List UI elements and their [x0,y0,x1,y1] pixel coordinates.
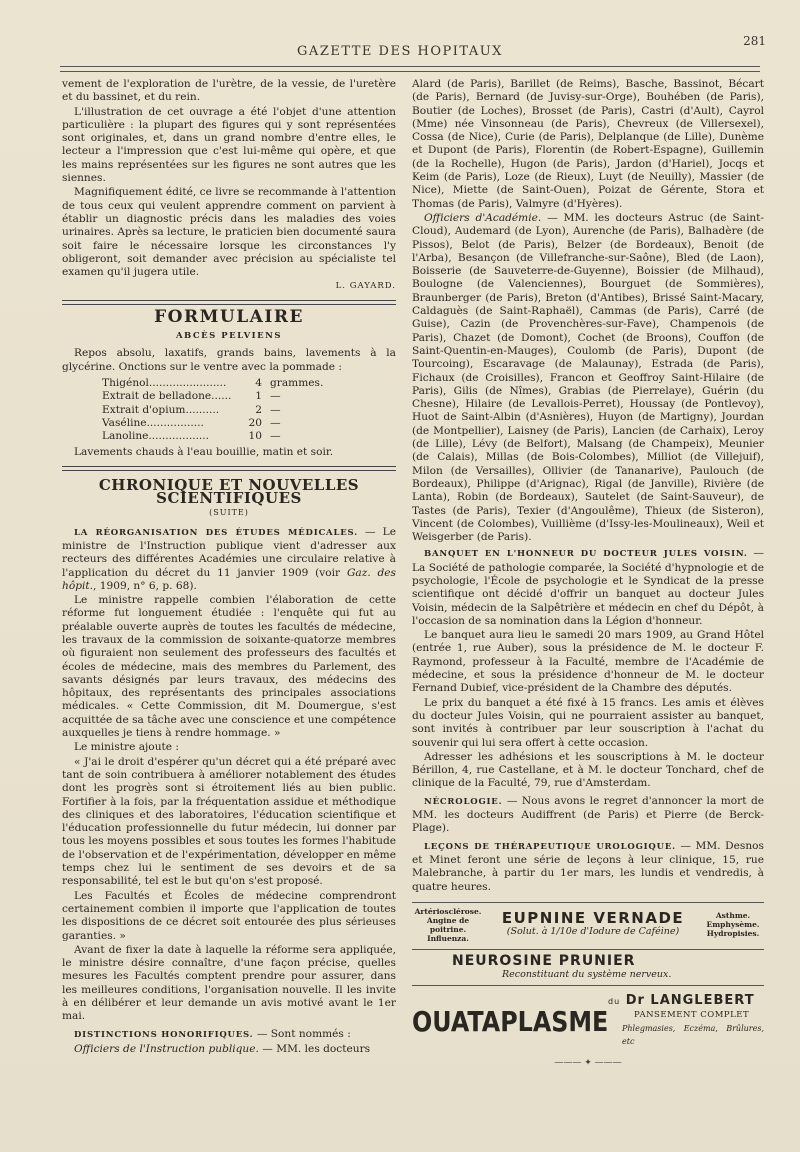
ingredient-unit: — [270,403,281,416]
eupnine-tagline: (Solut. à 1/10e d'Iodure de Caféine) [506,925,680,937]
ingredient-unit: — [270,390,281,403]
intro-para-2: L'illustration de cet ouvrage a été l'objet d'une attention particulière : la plupart des figures qui y sont représentées sont originales, et, dans un grand nombre d'entre elles, le lecteur a l'impression que c'est lui-même qui opère, et que les mains représentées sur les figures ne sont autres que les siennes. [62,105,396,185]
ouataplasme-ad [412,994,764,1048]
ingredient-name: Extrait de belladone...... [102,390,232,403]
officiers-heading: Officiers de l'Instruction publique. [74,1042,259,1055]
officiers-para [62,1043,396,1056]
officiers-list: Alard (de Paris), Barillet (de Reims), Basche, Bassinot, Bécart (de Paris), Bernard (de Juvisy-sur-Orge), Bouhében (de Paris), Boutier (de Loches), Brosset (de Paris), Castri (d'Ault), Cayrol (Mme) née Vinsonneau (de Paris), Chevreux (de Villersexel), Cossa (de Nice), Curie (de Paris), Delplanque (de Lille), Dunème et Dupont (de Paris), Florentin (de Robert-Espagne), Guillemin (de la Rochelle), Hugon (de Paris), Jardon (d'Hariel), Jocqs et Keim (de Paris), Loze (de Rieux), Luyt (de Neuilly), Massier (de Nice), Miette (de Saint-Ouen), Poizat de Gérente, Stora et Thomas (de Paris), Valmyre (d'Hyères). [412,78,764,210]
ornament-divider: ——— ✦ ——— [554,1057,622,1068]
section-rule [62,300,396,301]
eupnine-indications-left: Artériosclérose. Angine de poitrine. Influenza. [414,906,482,943]
neurosine-ad [412,949,764,987]
chronique-para-4: Les Facultés et Écoles de médecine comprendront certainement combien il importe que l'application de toutes les dispositions de ce décret soit entourée des plus sérieuses garanties. » [62,889,396,942]
ingredient-qty: 4 [255,376,262,389]
journal-title: GAZETTE DES HOPITAUX [297,44,503,59]
ouataplasme-doctor: Dr LANGLEBERT [625,993,755,1009]
eupnine-ad [412,902,764,943]
section-rule-2 [62,304,396,305]
banquet-para-3: Le prix du banquet a été fixé à 15 francs. Les amis et élèves du docteur Jules Voisin, qui ne pourraient assister au banquet, sont invités à contribuer par leur souscription à l'achat du souvenir qui lui sera offert à cette occasion. [412,696,764,749]
advertisements [412,902,764,1070]
neurosine-brand: NEUROSINE PRUNIER [452,952,636,969]
academie-para [412,212,764,544]
necrologie-heading: NÉCROLOGIE. [424,796,503,807]
ouataplasme-details [608,994,764,1048]
ingredient-qty: 10 [248,430,262,443]
academie-text: — MM. les docteurs Astruc (de Saint-Cloud), Audemard (de Lyon), Aurenche (de Paris), Balhadère (de Pissos), Belot (de Paris), Belzer (de Bordeaux), Benoit (de l'Arba), Besançon (de Villefranche-sur-Saône), Bled (de Laon), Boisserie (de Sauveterre-de-Guyenne), Boissier (de Milhaud), Boulogne (de Valenciennes), Bourguet (de Sommières), Braunberger (de Paris), Breton (d'Antibes), Brissé Saint-Macary, Caldaguès (de Saint-Raphaël), Cammas (de Paris), Carré (de Guise), Cazin (de Provenchères-sur-Fave), Champenois (de Paris), Chazet (de Domont), Cochet (de Broons), Couffon (de Saint-Quentin-en-Mauges), Coulomb (de Paris), Dupont (de Tourcoing), Escaravage (de Malaunay), Estrada (de Paris), Fichaux (de Croisilles), Francon et Geoffroy Saint-Hilaire (de Paris), Gilis (de Nîmes), Grabias (de Pierrelaye), Guérin (du Chesne), Hilaire (de Levallois-Perret), Houssay (de Pontlevoy), Huot de Saint-Albin (d'Asnières), Huyon (de Martigny), Jourdan (de Montpellier), Laisney (de Paris), Lancien (de Carhaix), Leroy (de Lille), Lévy (de Belfort), Malsang (de Champeix), Meunier (de Calais), Millas (de Bois-Colombes), Milliot (de Villejuif), Milon (de Versailles), Ollivier (de Tananarive), Paulouch (de Bordeaux), Philippe (d'Arignac), Rigal (de Janville), Rivière (de Lanta), Robin (de Bordeaux), Sautelet (de Saint-Sauveur), de Tastes (de Paris), Texier (d'Angoulême), Thieux (de Sisteron), Vincent (de Colombes), Vuillième (d'Issy-les-Moulineaux), Weil et Weisgerber (de Paris). [412,211,764,544]
lecons-text: — MM. Desnos et Minet feront une série de leçons à leur clinique, 15, rue Malebranche, à partir du 1er mars, les lundis et vendredis, à quatre heures. [412,839,764,893]
section-rule-2 [62,470,396,471]
reorganisation-ref: Gaz. des hôpit. [62,566,396,592]
ingredient-unit: — [270,430,281,443]
chronique-title: CHRONIQUE ET NOUVELLES SCIENTIFIQUES [98,475,360,508]
banquet-para [412,547,764,628]
prescription-row [102,377,332,390]
review-signature: L. GAYARD. [335,281,396,292]
formulaire-title: FORMULAIRE [154,306,304,327]
reorganisation-para [62,526,396,593]
ouataplasme-pansement: PANSEMENT COMPLET [634,1009,750,1020]
necrologie-text: — Nous avons le regret d'annoncer la mort de MM. les docteurs Audiffrent (de Paris) et Pierre (de Berck-Plage). [412,794,764,835]
distinctions-heading: DISTINCTIONS HONORIFIQUES. [74,1029,254,1040]
lecons-para [412,840,764,894]
prescription-row [102,404,332,417]
chronique-para-5: Avant de fixer la date à laquelle la réforme sera appliquée, le ministre désire connaître, d'une façon précise, quelles mesures les Facultés comptent prendre pour assurer, dans les meilleures conditions, l'organisation nouvelle. Il les invite à en délibérer et leur demande un avis motivé avant le 1er mai. [62,943,396,1023]
lecons-heading: LEÇONS DE THÉRAPEUTIQUE UROLOGIQUE. [424,841,676,852]
ouataplasme-brand: OUATAPLASME [412,1004,609,1038]
reorganisation-end: , 1909, n° 6, p. 68). [93,579,197,592]
formulaire-intro: Repos absolu, laxatifs, grands bains, lavements à la glycérine. Onctions sur le ventre avec la pommade : [62,347,396,373]
officiers-text: — MM. les docteurs [258,1042,371,1055]
reorganisation-text: — Le ministre de l'Instruction publique vient d'adresser aux recteurs des différentes Académies une circulaire relative à l'application du décret du 11 janvier 1909 (voir [62,525,396,579]
eupnine-center [501,908,685,939]
ouataplasme-doctor-line [608,994,764,1008]
ingredient-qty: 20 [248,416,262,429]
formulaire-outro: Lavements chauds à l'eau bouillie, matin et soir. [74,446,334,459]
chronique-para-2: Le ministre ajoute : [74,741,179,754]
header-rule [60,66,760,67]
academie-heading: Officiers d'Académie. [424,211,542,224]
distinctions-text: — Sont nommés : [253,1027,351,1040]
ouataplasme-du: du [608,997,621,1007]
formulaire-subhead: ABCÈS PELVIENS [175,331,283,342]
eupnine-brand: EUPNINE VERNADE [501,908,685,927]
chronique-para-1: Le ministre rappelle combien l'élaboration de cette réforme fut longuement étudiée : l'enquête qui fut au préalable ouverte auprès de toutes les facultés de médecine, les travaux de la commission de soixante-quatorze membres où figuraient non seulement des professeurs des facultés et écoles de médecine, mais des membres du Parlement, des savants désignés par leurs travaux, des médecins des hôpitaux, des représentants des principales associations médicales. « Cette Commission, dit M. Doumergue, s'est acquittée de sa tâche avec une conscience et une compétence auxquelles je tiens à rendre hommage. » [62,594,397,740]
section-rule [62,466,396,467]
banquet-para-4: Adresser les adhésions et les souscriptions à M. le docteur Bérillon, 4, rue Castellane, et à M. le docteur Tonchard, chef de clinique de la Faculté, 79, rue d'Amsterdam. [412,750,764,790]
ingredient-qty: 2 [255,403,262,416]
intro-para-3: Magnifiquement édité, ce livre se recommande à l'attention de tous ceux qui veulent apprendre comment on parvient à établir un diagnostic précis dans les maladies des voies urinaires. Après sa lecture, le praticien bien documenté saura soit faire le nécessaire lorsque les circonstances l'y obligeront, soit demander avec précision au spécialiste tel examen qu'il jugera utile. [62,186,396,279]
distinctions-para [62,1028,396,1042]
reorganisation-heading: LA RÉORGANISATION DES ÉTUDES MÉDICALES. [74,527,358,538]
ingredient-name: Extrait d'opium.......... [102,403,220,416]
necrologie-para [412,795,764,836]
page-number: 281 [743,34,766,48]
ingredient-unit: — [270,416,281,429]
chronique-suite: (SUITE) [209,508,249,518]
prescription-table [102,377,332,443]
prescription-row [102,390,332,403]
neurosine-tagline: Reconstituant du système nerveux. [502,969,672,981]
eupnine-indications-right: Asthme. Emphysème. Hydropisies. [706,911,760,939]
ouataplasme-uses: Phlegmasies, Eczéma, Brûlures, etc [622,1024,764,1047]
prescription-row [102,417,332,430]
header-rule-2 [60,71,760,72]
ingredient-qty: 1 [255,390,262,403]
banquet-para-2: Le banquet aura lieu le samedi 20 mars 1909, au Grand Hôtel (entrée 1, rue Auber), sous la présidence de M. le docteur F. Raymond, professeur à la Faculté, membre de l'Académie de médecine, et sous la présidence d'honneur de M. le docteur Fernand Dubief, vice-président de la Chambre des députés. [412,629,764,695]
right-column [412,78,764,1070]
chronique-para-3: « J'ai le droit d'espérer qu'un décret qui a été préparé avec tant de soin contribuera à améliorer notablement des études dont les progrès sont si étroitement liés au bien public. Fortifier à la fois, par la fréquentation assidue et méthodique des cliniques et des laboratoires, l'éducation scientifique et l'éducation professionnelle du futur médecin, lui donner par tous les moyens possibles et sous toutes les formes l'habitude de l'observation et de l'expérimentation, développer en même temps chez lui le sentiment de ses devoirs et de sa responsabilité, tel est le but qu'on s'est proposé. [62,755,396,888]
intro-para-1: vement de l'exploration de l'urètre, de la vessie, de l'uretère et du bassinet, et du rein. [62,78,396,104]
ingredient-name: Vaséline................. [102,416,204,429]
left-column [62,78,396,1056]
banquet-text: — La Société de pathologie comparée, la Société d'hypnologie et de psychologie, l'École de psychologie et le Syndicat de la presse scientifique ont décidé d'offrir un banquet au docteur Jules Voisin, médecin de la Salpêtrière et médecin en chef du Dépôt, à l'occasion de sa nomination dans la Légion d'honneur. [412,547,764,627]
ingredient-unit: grammes. [270,376,324,389]
banquet-heading: BANQUET EN L'HONNEUR DU DOCTEUR JULES VOISIN. [424,549,748,560]
prescription-row [102,430,332,443]
ingredient-name: Lanoline.................. [102,430,210,443]
ingredient-name: Thigénol....................... [102,376,227,389]
